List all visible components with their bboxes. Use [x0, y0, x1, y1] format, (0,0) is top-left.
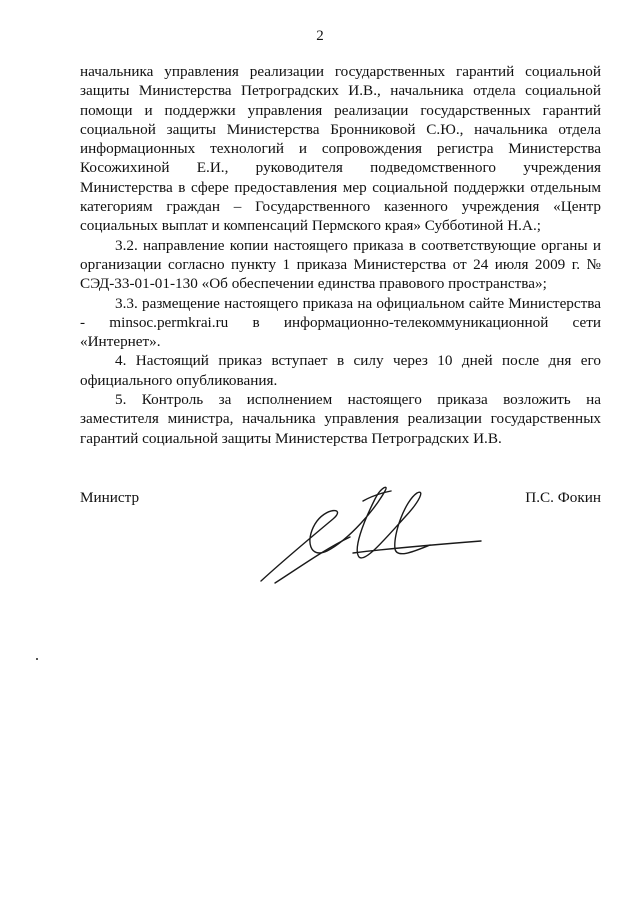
paragraph-3-2: 3.2. направление копии настоящего приказа в соответствующие органы и организации согласно пункту 1 приказа Министерства от 24 июля 2009 г. № СЭД-33-01-01-130 «Об обеспечении единства правового пространства»;	[80, 236, 601, 293]
signature-block	[80, 489, 601, 599]
paragraph-5: 5. Контроль за исполнением настоящего приказа возложить на заместителя министра, начальника управления реализации государственных гарантий социальной защиты Министерства Петроградских И.В.	[80, 391, 601, 447]
paragraph-3-3: 3.3. размещение настоящего приказа на официальном сайте Министерства - minsoc.permkrai.ru в информационно-телекоммуникационной сети «Интернет».	[80, 294, 601, 351]
paragraph-4: 4. Настоящий приказ вступает в силу через 10 дней после дня его официального опубликования.	[80, 352, 601, 389]
handwritten-signature-icon	[255, 479, 485, 589]
signatory-name: П.С. Фокин	[525, 489, 601, 506]
document-body	[80, 62, 601, 448]
paragraph-continuation: начальника управления реализации государственных гарантий социальной защиты Министерства Петроградских И.В., начальника отдела социальной помощи и поддержки управления реализации государственных гарантий социальной защиты Министерства Бронниковой С.Ю., начальника отдела информационных технологий и сопровождения регистра Министерства Косожихиной Е.И., руководителя подведомственного учреждения Министерства в сфере предоставления мер социальной поддержки отдельным категориям граждан – Государственного казенного учреждения «Центр социальных выплат и компенсаций Пермского края» Субботиной Н.А.;	[80, 63, 601, 235]
page-number: 2	[316, 28, 324, 44]
scan-speck	[36, 658, 38, 660]
signatory-role: Министр	[80, 489, 140, 506]
